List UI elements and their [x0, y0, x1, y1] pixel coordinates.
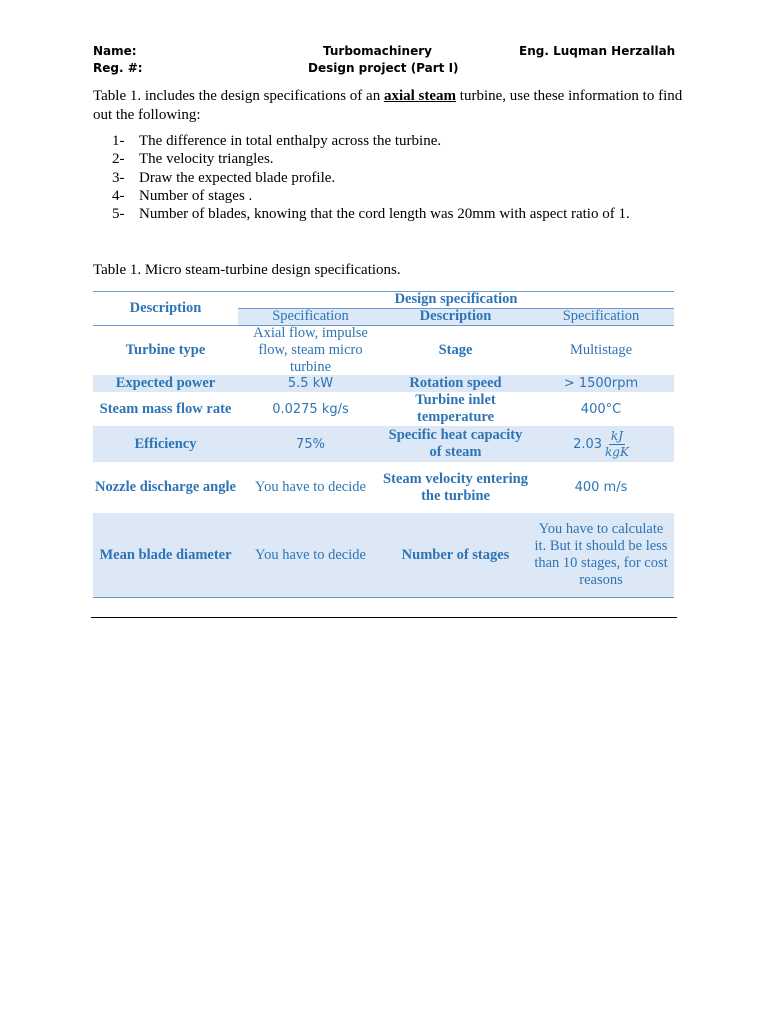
row-specification-2: Multistage [569, 342, 633, 358]
row-specification-2: 400 m/s [574, 480, 628, 495]
row-specification: 75% [296, 436, 325, 452]
row-specification: 5.5 kW [287, 376, 334, 391]
task-item [112, 150, 630, 168]
row-description-2: Rotation speed [409, 375, 502, 391]
intro-paragraph [93, 87, 683, 124]
row-description-2: Specific heat capacity of steam [388, 427, 523, 460]
table-row [93, 326, 674, 375]
name-label: Name: [93, 44, 137, 58]
row-specification: You have to decide [255, 546, 366, 563]
task-item [112, 132, 630, 150]
task-number: 1- [112, 133, 125, 149]
project-title: Design project (Part I) [308, 61, 459, 75]
unit-numerator: kJ [610, 428, 624, 443]
table-row [93, 462, 674, 513]
task-list [112, 132, 630, 223]
table-row [93, 426, 674, 462]
header-specification: Specification [272, 308, 349, 324]
header-description: Description [129, 299, 202, 316]
row-description-2: Turbine inlet temperature [415, 392, 496, 425]
reg-label: Reg. #: [93, 61, 143, 75]
intro-before: Table 1. includes the design specifications of an [93, 88, 384, 104]
header-design-specification: Design specification [394, 291, 518, 307]
unit-fraction [605, 429, 629, 460]
row-specification: Axial flow, impulse flow, steam micro turbine [253, 325, 368, 375]
unit-denominator: kgK [605, 444, 629, 459]
task-text: The difference in total enthalpy across the turbine. [139, 133, 442, 149]
intro-emphasis: axial steam [383, 88, 457, 104]
row-specification: 0.0275 kg/s [272, 401, 349, 417]
table-row [93, 513, 674, 597]
row-specification-2: 400°C [580, 401, 622, 417]
instructor-name: Eng. Luqman Herzallah [519, 44, 676, 58]
table-header-row [93, 291, 674, 325]
task-number: 3- [112, 169, 125, 186]
row-description: Turbine type [125, 342, 206, 358]
task-text: Draw the expected blade profile. [139, 169, 336, 186]
row-specification-2 [528, 426, 674, 462]
row-description: Efficiency [134, 435, 197, 452]
task-number: 5- [112, 206, 125, 223]
table-row [93, 375, 674, 392]
row-description: Nozzle discharge angle [95, 479, 236, 495]
table-row [93, 392, 674, 426]
header-description-2: Description [419, 308, 492, 324]
row-specification-2: You have to calculate it. But it should be less than 10 stages, for cost reasons [534, 521, 668, 588]
task-number: 2- [112, 151, 125, 168]
task-text: The velocity triangles. [139, 151, 274, 168]
task-item [112, 205, 630, 223]
intro-after: turbine, use these information to find out the following: [93, 88, 683, 123]
course-title: Turbomachinery [323, 44, 432, 58]
task-item [112, 187, 630, 205]
table-caption: Table 1. Micro steam-turbine design specifications. [93, 262, 401, 278]
row-description: Mean blade diameter [99, 546, 232, 563]
row-description: Steam mass flow rate [99, 400, 232, 417]
task-text: Number of blades, knowing that the cord length was 20mm with aspect ratio of 1. [139, 206, 630, 223]
row-specification: You have to decide [255, 479, 366, 495]
row-specification-2: > 1500rpm [563, 376, 639, 391]
task-text: Number of stages . [139, 187, 253, 204]
heat-capacity-value: 2.03 [573, 436, 603, 452]
task-number: 4- [112, 187, 125, 204]
row-description-2: Stage [438, 342, 473, 358]
table-bottom-rule [93, 597, 674, 598]
header-specification-2: Specification [562, 308, 640, 324]
task-item [112, 169, 630, 187]
row-description-2: Steam velocity entering the turbine [383, 470, 528, 504]
row-description-2: Number of stages [401, 546, 510, 563]
page-divider [91, 617, 677, 618]
row-description: Expected power [115, 375, 216, 391]
